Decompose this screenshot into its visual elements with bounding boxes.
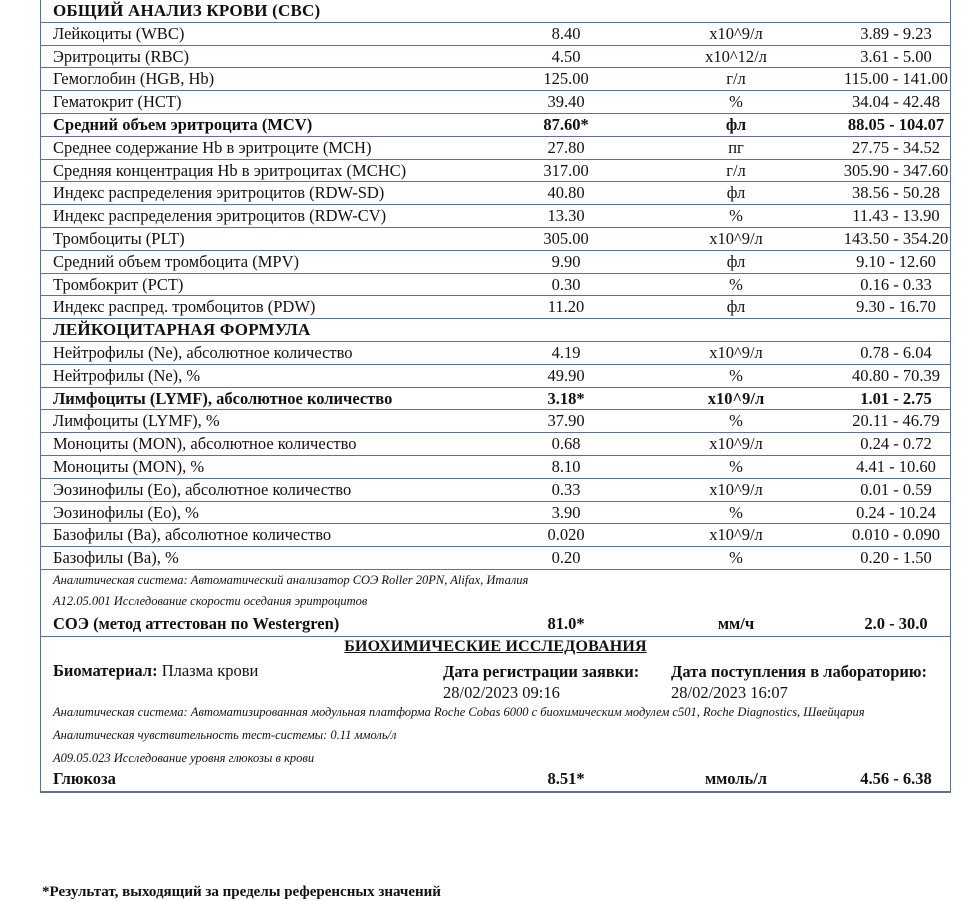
test-reference-range: 3.89 - 9.23 — [860, 23, 932, 43]
test-unit: % — [729, 548, 743, 568]
result-row — [41, 23, 950, 46]
test-reference-range: 9.30 - 16.70 — [856, 297, 936, 317]
glucose-unit: ммоль/л — [704, 768, 768, 788]
test-reference-range: 11.43 - 13.90 — [852, 206, 940, 226]
result-row — [41, 114, 950, 137]
cbc-table — [41, 23, 950, 319]
result-row — [41, 388, 950, 411]
test-name: Базофилы (Ba), абсолютное количество — [53, 525, 332, 545]
result-row — [41, 296, 950, 319]
test-value: 11.20 — [547, 297, 585, 317]
esr-ref: 2.0 - 30.0 — [864, 613, 928, 633]
test-unit: фл — [726, 183, 746, 203]
test-name: Базофилы (Ba), % — [53, 548, 179, 568]
test-name: Средняя концентрация Hb в эритроцитах (MCHC) — [53, 160, 407, 180]
lab-arrival-date-label: Дата поступления в лабораторию: — [671, 661, 927, 681]
test-unit: x10^9/л — [709, 342, 763, 362]
test-name: Лейкоциты (WBC) — [53, 23, 185, 43]
test-unit: % — [729, 274, 743, 294]
lab-arrival-date-value: 28/02/2023 16:07 — [671, 682, 788, 702]
lab-report — [40, 0, 951, 793]
cbc-title: ОБЩИЙ АНАЛИЗ КРОВИ (CBC) — [53, 1, 321, 20]
result-row — [41, 228, 950, 251]
test-value: 305.00 — [543, 228, 589, 248]
test-reference-range: 143.50 - 354.20 — [843, 228, 949, 248]
test-reference-range: 20.11 - 46.79 — [852, 411, 940, 431]
registration-date-value: 28/02/2023 09:16 — [443, 682, 560, 702]
test-value: 13.30 — [547, 206, 585, 226]
result-row — [41, 46, 950, 69]
test-name: Лимфоциты (LYMF), абсолютное количество — [53, 388, 393, 408]
esr-row — [41, 612, 950, 637]
test-value: 9.90 — [551, 251, 581, 271]
test-unit: x10^9/л — [709, 434, 763, 454]
test-name: Средний объем тромбоцита (MPV) — [53, 251, 299, 271]
test-unit: % — [729, 502, 743, 522]
test-reference-range: 115.00 - 141.00 — [844, 69, 948, 89]
test-value: 49.90 — [547, 365, 585, 385]
result-row — [41, 160, 950, 183]
test-unit: пг — [728, 137, 744, 157]
test-value: 0.30 — [551, 274, 581, 294]
test-name: Среднее содержание Hb в эритроците (MCH) — [53, 137, 372, 157]
test-value: 4.19 — [551, 342, 581, 362]
biochem-title: БИОХИМИЧЕСКИЕ ИССЛЕДОВАНИЯ — [344, 637, 647, 655]
registration-date-label: Дата регистрации заявки: — [443, 661, 640, 681]
test-unit: % — [729, 365, 743, 385]
test-reference-range: 305.90 - 347.60 — [843, 160, 949, 180]
test-name: Эозинофилы (Eo), абсолютное количество — [53, 479, 352, 499]
esr-value: 81.0* — [547, 613, 585, 633]
test-reference-range: 0.24 - 0.72 — [860, 434, 932, 454]
leuko-table — [41, 342, 950, 570]
test-value: 317.00 — [543, 160, 589, 180]
test-reference-range: 34.04 - 42.48 — [852, 92, 940, 112]
test-unit: x10^9/л — [709, 228, 763, 248]
leuko-section-header — [41, 319, 950, 342]
test-unit: % — [729, 206, 743, 226]
glucose-row — [41, 767, 950, 791]
test-value: 8.10 — [551, 456, 581, 476]
footer-note: *Результат, выходящий за пределы референсных значений — [42, 884, 441, 900]
result-row — [41, 137, 950, 160]
result-row — [41, 68, 950, 91]
biochem-test-code-note: A09.05.023 Исследование уровня глюкозы в крови — [53, 750, 315, 765]
test-name: Моноциты (MON), абсолютное количество — [53, 434, 357, 454]
test-unit: x10^12/л — [705, 46, 767, 66]
test-reference-range: 40.80 - 70.39 — [852, 365, 940, 385]
esr-test-code-note: A12.05.001 Исследование скорости оседания эритроцитов — [53, 593, 368, 608]
test-name: Средний объем эритроцита (MCV) — [53, 114, 313, 134]
test-reference-range: 27.75 - 34.52 — [852, 137, 940, 157]
test-name: Эритроциты (RBC) — [53, 46, 189, 66]
result-row — [41, 205, 950, 228]
biochem-analyzer-note: Аналитическая система: Автоматизированная модульная платформа Roche Cobas 6000 с биохимическим модулем c501, Roche Diagnostics, Швейцария — [53, 704, 865, 719]
result-row — [41, 479, 950, 502]
test-reference-range: 0.16 - 0.33 — [860, 274, 932, 294]
test-reference-range: 1.01 - 2.75 — [860, 388, 932, 408]
test-name: Моноциты (MON), % — [53, 456, 205, 476]
test-reference-range: 0.24 - 10.24 — [856, 502, 936, 522]
result-row — [41, 274, 950, 297]
test-value: 3.90 — [551, 502, 581, 522]
esr-name: СОЭ (метод аттестован по Westergren) — [53, 613, 340, 633]
test-value: 0.68 — [551, 434, 581, 454]
test-name: Индекс распред. тромбоцитов (PDW) — [53, 297, 316, 317]
leuko-title: ЛЕЙКОЦИТАРНАЯ ФОРМУЛА — [53, 320, 311, 340]
registration-date — [443, 661, 639, 703]
test-value: 0.20 — [551, 548, 581, 568]
result-row — [41, 182, 950, 205]
glucose-value: 8.51* — [547, 768, 585, 788]
result-row — [41, 502, 950, 525]
result-row — [41, 456, 950, 479]
glucose-ref: 4.56 - 6.38 — [860, 768, 932, 788]
result-row — [41, 524, 950, 547]
result-row — [41, 342, 950, 365]
test-value: 0.020 — [547, 525, 585, 545]
test-name: Гематокрит (HCT) — [53, 92, 182, 112]
test-unit: фл — [725, 114, 747, 134]
test-value: 0.33 — [551, 479, 581, 499]
biochem-section-header — [41, 637, 950, 657]
result-row — [41, 547, 950, 570]
test-name: Гемоглобин (HGB, Hb) — [53, 69, 215, 89]
test-value: 27.80 — [547, 137, 585, 157]
result-row — [41, 251, 950, 274]
test-reference-range: 38.56 - 50.28 — [852, 183, 940, 203]
test-value: 8.40 — [551, 23, 581, 43]
test-name: Лимфоциты (LYMF), % — [53, 411, 220, 431]
test-name: Нейтрофилы (Ne), абсолютное количество — [53, 342, 353, 362]
test-unit: г/л — [726, 160, 746, 180]
test-reference-range: 0.01 - 0.59 — [860, 479, 932, 499]
biochem-meta — [41, 657, 950, 701]
test-reference-range: 88.05 - 104.07 — [847, 114, 945, 134]
test-name: Нейтрофилы (Ne), % — [53, 365, 201, 385]
cbc-section-header — [41, 0, 950, 23]
test-unit: г/л — [726, 69, 746, 89]
test-value: 4.50 — [551, 46, 581, 66]
test-value: 39.40 — [547, 92, 585, 112]
test-name: Тромбокрит (PCT) — [53, 274, 184, 294]
test-unit: x10^9/л — [707, 388, 765, 408]
biomaterial-label: Биоматериал: — [53, 660, 158, 680]
test-unit: % — [729, 456, 743, 476]
test-value: 87.60* — [543, 114, 589, 134]
lab-arrival-date — [671, 661, 927, 703]
esr-unit: мм/ч — [717, 613, 755, 633]
esr-analyzer-note: Аналитическая система: Автоматический анализатор СОЭ Roller 20PN, Alifax, Италия — [53, 572, 529, 587]
biomaterial — [53, 661, 258, 681]
test-name: Индекс распределения эритроцитов (RDW-SD) — [53, 183, 385, 203]
test-unit: x10^9/л — [709, 23, 763, 43]
test-value: 37.90 — [547, 411, 585, 431]
result-row — [41, 433, 950, 456]
glucose-name: Глюкоза — [53, 768, 116, 788]
test-reference-range: 0.20 - 1.50 — [860, 548, 932, 568]
result-row — [41, 410, 950, 433]
test-name: Индекс распределения эритроцитов (RDW-CV) — [53, 206, 387, 226]
biomaterial-value: Плазма крови — [161, 660, 259, 680]
result-row — [41, 91, 950, 114]
test-name: Тромбоциты (PLT) — [53, 228, 185, 248]
test-reference-range: 3.61 - 5.00 — [860, 46, 932, 66]
test-value: 125.00 — [543, 69, 589, 89]
test-unit: % — [729, 411, 743, 431]
test-value: 3.18* — [547, 388, 585, 408]
test-unit: x10^9/л — [709, 479, 763, 499]
test-reference-range: 0.010 - 0.090 — [852, 525, 940, 545]
biochem-sensitivity-note: Аналитическая чувствительность тест-системы: 0.11 ммоль/л — [53, 727, 397, 742]
test-reference-range: 4.41 - 10.60 — [856, 456, 936, 476]
test-unit: % — [729, 92, 743, 112]
test-name: Эозинофилы (Eo), % — [53, 502, 199, 522]
test-unit: фл — [726, 251, 746, 271]
test-unit: фл — [726, 297, 746, 317]
test-unit: x10^9/л — [709, 525, 763, 545]
result-row — [41, 365, 950, 388]
test-reference-range: 0.78 - 6.04 — [860, 342, 932, 362]
test-reference-range: 9.10 - 12.60 — [856, 251, 936, 271]
test-value: 40.80 — [547, 183, 585, 203]
